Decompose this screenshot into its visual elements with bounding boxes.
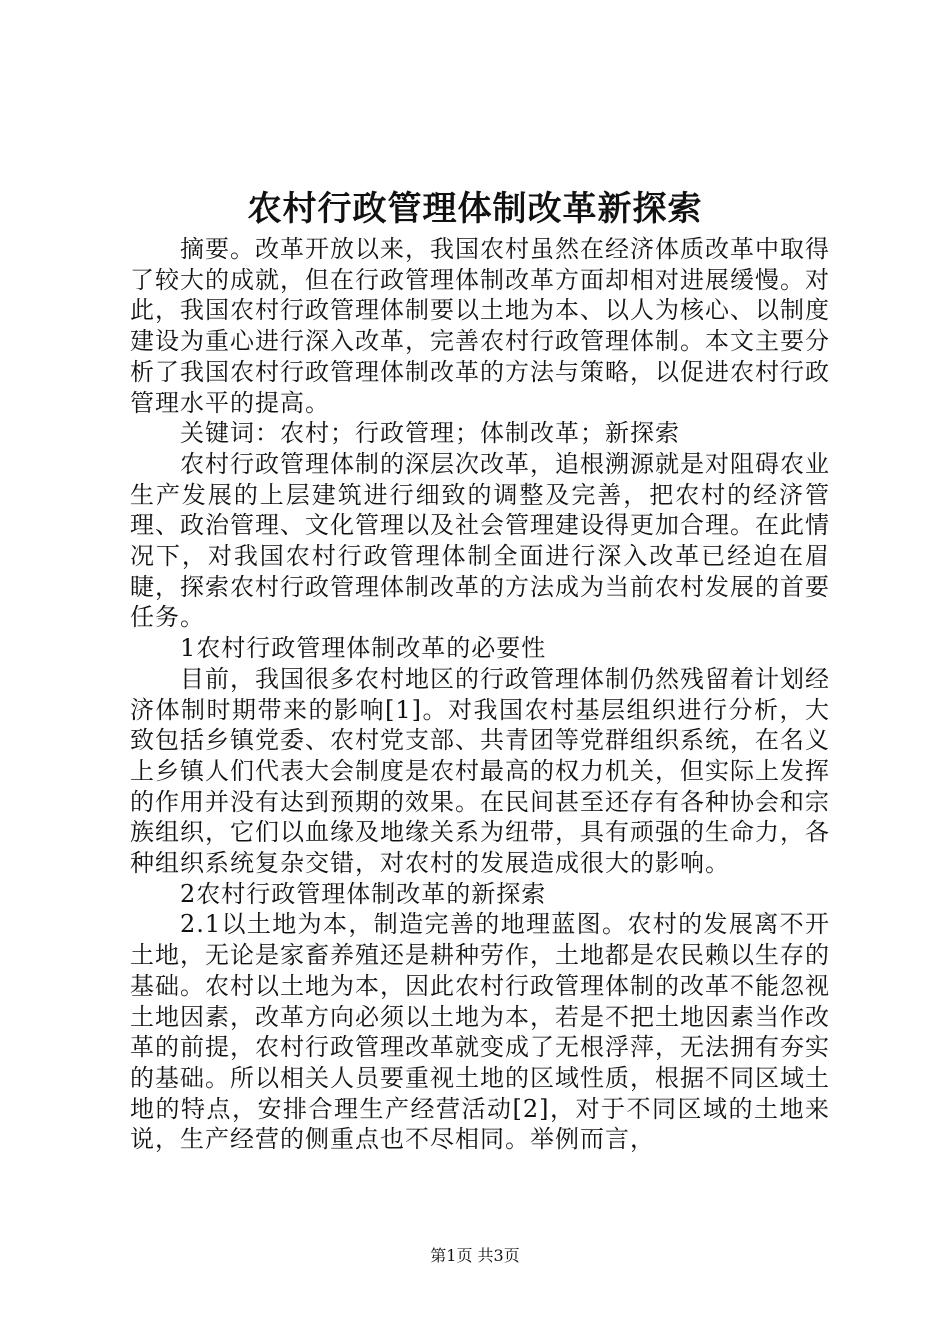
keywords-paragraph: 关键词：农村；行政管理；体制改革；新探索 <box>180 419 680 448</box>
page-footer: 第1页 共3页 <box>430 1246 520 1265</box>
document-title: 农村行政管理体制改革新探索 <box>247 189 703 229</box>
abstract-paragraph: 摘要。改革开放以来，我国农村虽然在经济体质改革中取得了较大的成就，但在行政管理体制改革方面却相对进展缓慢。对此，我国农村行政管理体制要以土地为本、以人为核心、以制度建设为重心进行深入改革，完善农村行政管理体制。本文主要分析了我国农村行政管理体制改革的方法与策略，以促进农村行政管理水平的提高。 <box>130 235 830 417</box>
section-heading-1: 1农村行政管理体制改革的必要性 <box>180 634 547 663</box>
document-body <box>130 234 830 1155</box>
intro-paragraph: 农村行政管理体制的深层次改革，追根溯源就是对阻碍农业生产发展的上层建筑进行细致的调整及完善，把农村的经济管理、政治管理、文化管理以及社会管理建设得更加合理。在此情况下，对我国农村行政管理体制全面进行深入改革已经迫在眉睫，探索农村行政管理体制改革的方法成为当前农村发展的首要任务。 <box>130 449 830 632</box>
section-2-1-paragraph: 2.1以土地为本，制造完善的地理蓝图。农村的发展离不开土地，无论是家畜养殖还是耕种劳作，土地都是农民赖以生存的基础。农村以土地为本，因此农村行政管理体制的改革不能忽视土地因素，改革方向必须以土地为本，若是不把土地因素当作改革的前提，农村行政管理改革就变成了无根浮萍，无法拥有夯实的基础。所以相关人员要重视土地的区域性质，根据不同区域土地的特点，安排合理生产经营活动[2]，对于不同区域的土地来说，生产经营的侧重点也不尽相同。举例而言， <box>130 910 830 1154</box>
section-heading-2: 2农村行政管理体制改革的新探索 <box>180 879 547 908</box>
section-1-paragraph: 目前，我国很多农村地区的行政管理体制仍然残留着计划经济体制时期带来的影响[1]。对我国农村基层组织进行分析，大致包括乡镇党委、农村党支部、共青团等党群组织系统，在名义上乡镇人们代表大会制度是农村最高的权力机关，但实际上发挥的作用并没有达到预期的效果。在民间甚至还存有各种协会和宗族组织，它们以血缘及地缘关系为纽带，具有顽强的生命力，各种组织系统复杂交错，对农村的发展造成很大的影响。 <box>130 664 830 878</box>
